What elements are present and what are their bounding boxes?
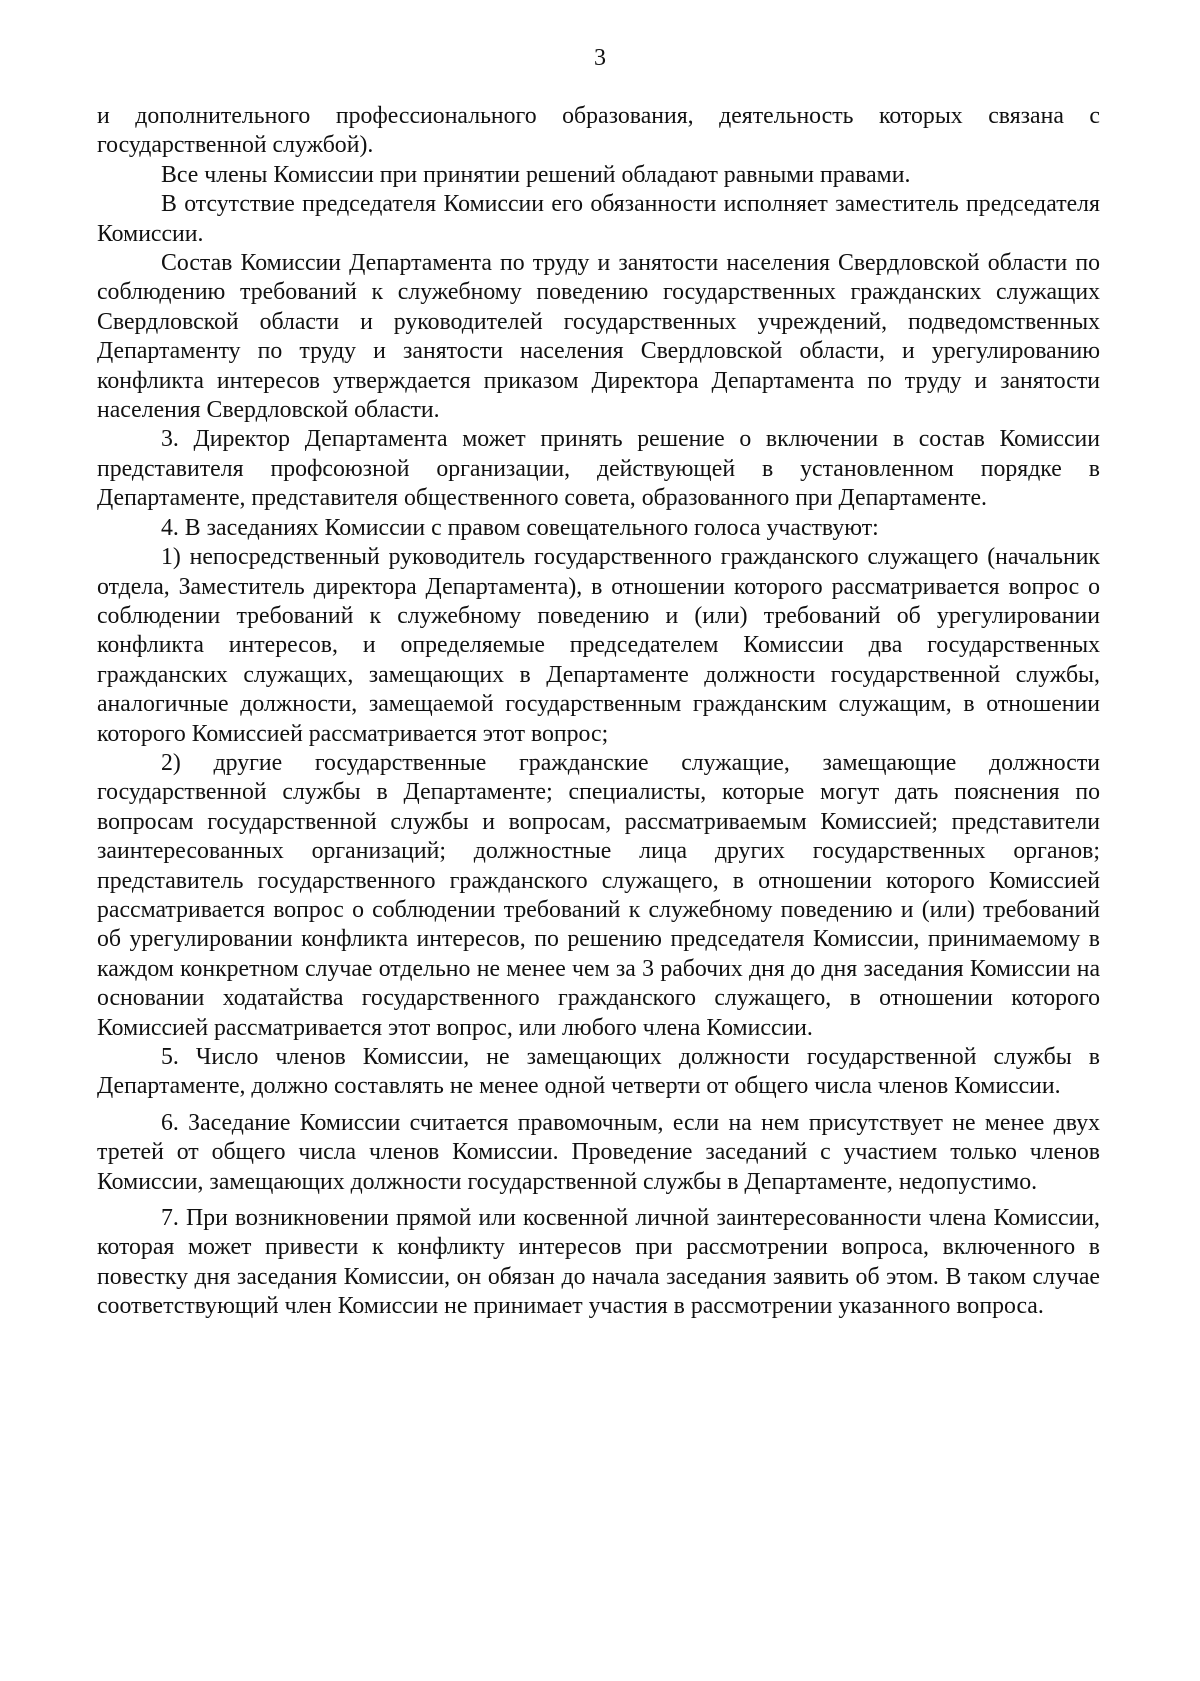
paragraph: 6. Заседание Комиссии считается правомочным, если на нем присутствует не менее двух третей от общего числа членов Комиссии. Проведение заседаний с участием только членов Комиссии, замещающих должности государственной службы в Департаменте, недопустимо. bbox=[97, 1109, 1100, 1195]
paragraph: В отсутствие председателя Комиссии его обязанности исполняет заместитель председателя Комиссии. bbox=[97, 191, 1100, 247]
document-body bbox=[97, 102, 1100, 1322]
paragraph: 3. Директор Департамента может принять решение о включении в состав Комиссии представителя профсоюзной организации, действующей в установленном порядке в Департаменте, представителя общественного совета, образованного при Департаменте. bbox=[97, 426, 1100, 512]
paragraph: 7. При возникновении прямой или косвенной личной заинтересованности члена Комиссии, которая может привести к конфликту интересов при рассмотрении вопроса, включенного в повестку дня заседания Комиссии, он обязан до начала заседания заявить об этом. В таком случае соответствующий член Комиссии не принимает участия в рассмотрении указанного вопроса. bbox=[97, 1205, 1100, 1320]
paragraph: 2) другие государственные гражданские служащие, замещающие должности государственной службы в Департаменте; специалисты, которые могут дать пояснения по вопросам государственной службы и вопросам, рассматриваемым Комиссией; представители заинтересованных организаций; должностные лица других государственных органов; представитель государственного гражданского служащего, в отношении которого Комиссией рассматривается вопрос о соблюдении требований к служебному поведению и (или) требований об урегулировании конфликта интересов, по решению председателя Комиссии, принимаемому в каждом конкретном случае отдельно не менее чем за 3 рабочих дня до дня заседания Комиссии на основании ходатайства государственного гражданского служащего, в отношении которого Комиссией рассматривается этот вопрос, или любого члена Комиссии. bbox=[97, 749, 1100, 1041]
page-number: 3 bbox=[594, 45, 606, 71]
paragraph: 1) непосредственный руководитель государственного гражданского служащего (начальник отдела, Заместитель директора Департамента), в отношении которого рассматривается вопрос о соблюдении требований к служебному поведению и (или) требований об урегулировании конфликта интересов, и определяемые председателем Комиссии два государственных гражданских служащих, замещающих в Департаменте должности государственной службы, аналогичные должности, замещаемой государственным гражданским служащим, в отношении которого Комиссией рассматривается этот вопрос; bbox=[97, 544, 1100, 747]
paragraph: 5. Число членов Комиссии, не замещающих должности государственной службы в Департаменте, должно составлять не менее одной четверти от общего числа членов Комиссии. bbox=[97, 1044, 1100, 1100]
paragraph: Все члены Комиссии при принятии решений обладают равными правами. bbox=[161, 161, 911, 188]
paragraph: и дополнительного профессионального образования, деятельность которых связана с государственной службой). bbox=[97, 103, 1100, 159]
paragraph: Состав Комиссии Департамента по труду и занятости населения Свердловской области по соблюдению требований к служебному поведению государственных гражданских служащих Свердловской области и руководителей государственных учреждений, подведомственных Департаменту по труду и занятости населения Свердловской области, и урегулированию конфликта интересов утверждается приказом Директора Департамента по труду и занятости населения Свердловской области. bbox=[97, 250, 1100, 424]
paragraph: 4. В заседаниях Комиссии с правом совещательного голоса участвуют: bbox=[161, 514, 879, 541]
